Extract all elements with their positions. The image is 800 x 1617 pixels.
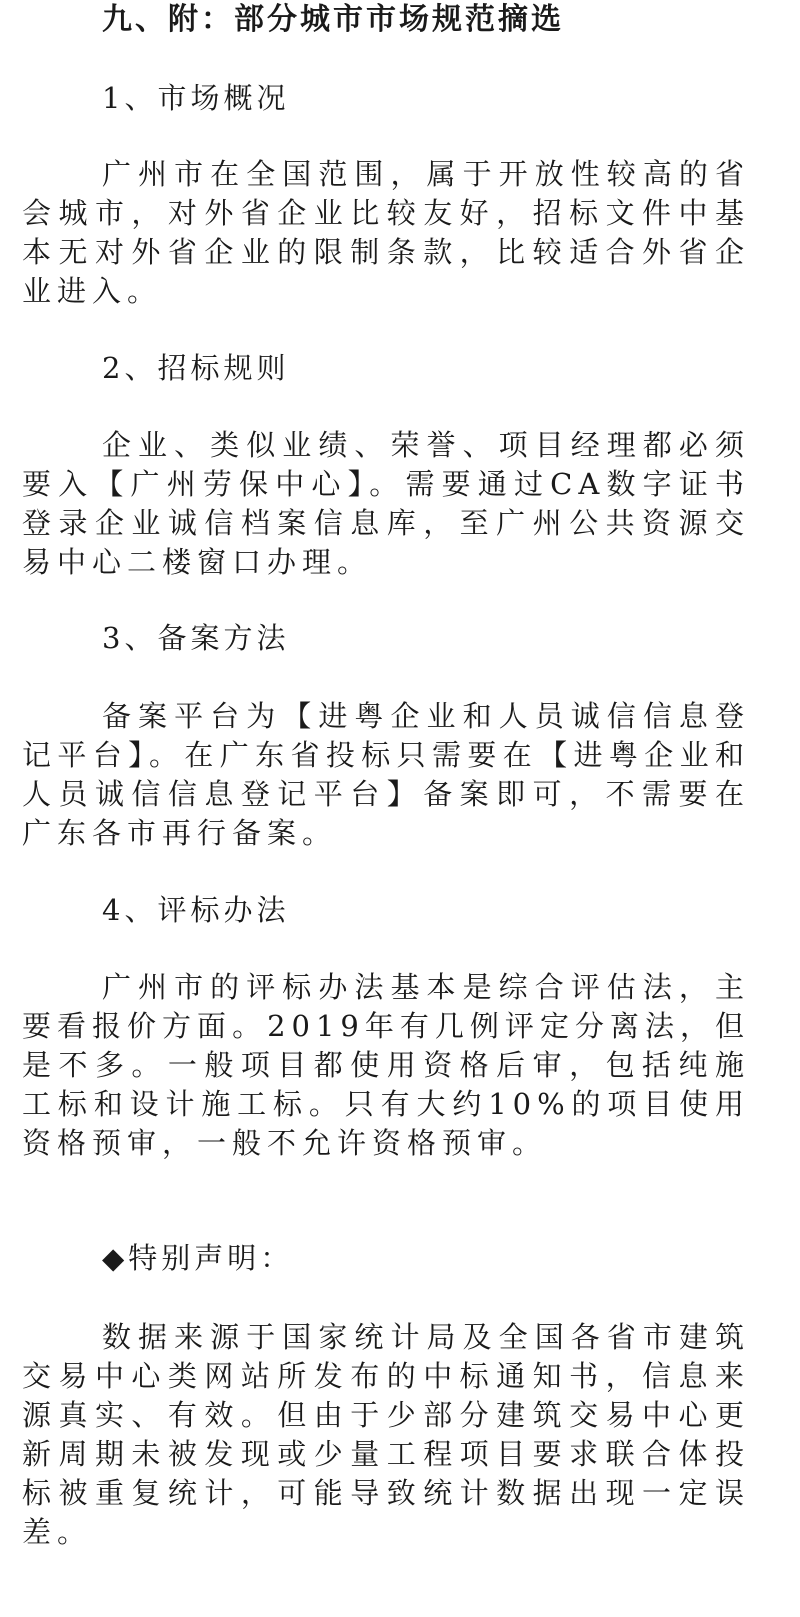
- section-heading-bidding-rules: 2、招标规则: [102, 351, 290, 385]
- section-heading-market-overview: 1、市场概况: [102, 81, 290, 115]
- document-title: 九、附：部分城市市场规范摘选: [102, 2, 564, 37]
- section-body-market-overview: 广州市在全国范围，属于开放性较高的省会城市，对外省企业比较友好，招标文件中基本无对外省企业的限制条款，比较适合外省企业进入。: [22, 157, 750, 308]
- section-body-filing-method: 备案平台为【进粤企业和人员诚信信息登记平台】。在广东省投标只需要在【进粤企业和人员诚信信息登记平台】备案即可，不需要在广东各市再行备案。: [22, 699, 750, 850]
- section-heading-special-statement: ◆特别声明：: [102, 1241, 294, 1275]
- section-body-evaluation-method: 广州市的评标办法基本是综合评估法，主要看报价方面。2019年有几例评定分离法，但是不多。一般项目都使用资格后审，包括纯施工标和设计施工标。只有大约10%的项目使用资格预审，一般不允许资格预审。: [22, 970, 750, 1160]
- section-body-bidding-rules: 企业、类似业绩、荣誉、项目经理都必须要入【广州劳保中心】。需要通过CA数字证书登录企业诚信档案信息库，至广州公共资源交易中心二楼窗口办理。: [22, 428, 750, 579]
- section-heading-filing-method: 3、备案方法: [102, 621, 290, 655]
- section-heading-evaluation-method: 4、评标办法: [102, 893, 290, 927]
- section-body-special-statement: 数据来源于国家统计局及全国各省市建筑交易中心类网站所发布的中标通知书，信息来源真实、有效。但由于少部分建筑交易中心更新周期未被发现或少量工程项目要求联合体投标被重复统计，可能导致统计数据出现一定误差。: [22, 1320, 750, 1549]
